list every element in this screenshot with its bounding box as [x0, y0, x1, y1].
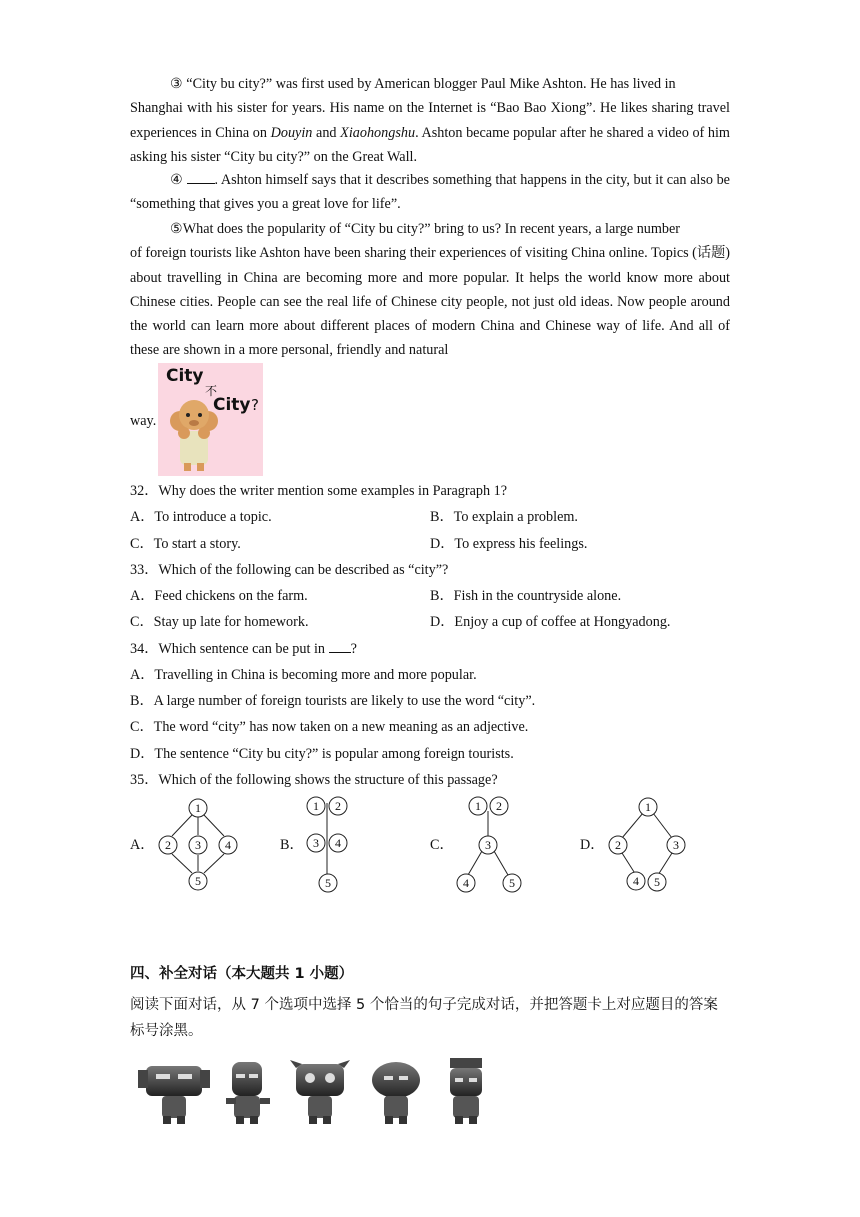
node-1: 1 [313, 799, 319, 813]
node-1: 1 [195, 801, 201, 815]
node-5: 5 [654, 875, 660, 889]
node-4: 4 [225, 838, 231, 852]
question-34-stem-text: 34．Which sentence can be put in [130, 641, 329, 657]
question-34-option-d: D．The sentence “City bu city?” is popular among foreign tourists. [130, 746, 514, 762]
node-5: 5 [195, 874, 201, 888]
answer-blank [329, 638, 351, 653]
bronze-horned-mask-icon [290, 1060, 350, 1124]
node-3: 3 [195, 838, 201, 852]
node-2: 2 [615, 838, 621, 852]
node-1: 1 [645, 800, 651, 814]
node-2: 2 [335, 799, 341, 813]
question-35-stem: 35．Which of the following shows the structure of this passage? [130, 772, 498, 788]
paragraph-3-text-a: Shanghai with his sister for years. His name on the Internet is “Bao Bao Xiong”. He likes sharing travel experiences in China on [130, 100, 730, 141]
node-5: 5 [509, 876, 515, 890]
structure-diagram-d [598, 793, 693, 893]
paragraph-3-text-b: . Ashton became popular after he shared a video of him asking his sister “City bu city?” on the Great Wall. [130, 124, 730, 165]
paragraph-4-text: . Ashton himself says that it describes something that happens in the city, but it can also be “something that gives you a great love for life”. [130, 172, 730, 213]
question-34-stem-end: ? [350, 641, 357, 657]
question-32-option-d: D．To express his feelings. [430, 536, 588, 552]
bronze-figures-image [136, 1058, 496, 1126]
node-4: 4 [633, 874, 639, 888]
paragraph-5-end: way. [130, 413, 157, 429]
image-text-top: City [166, 366, 204, 386]
image-text-mid: 不 [205, 384, 218, 398]
question-33-option-b: B．Fish in the countryside alone. [430, 588, 622, 604]
question-33-option-d: D．Enjoy a cup of coffee at Hongyadong. [430, 614, 671, 630]
paragraph-4-mark: ④ [170, 172, 187, 188]
bronze-head-icon [226, 1062, 270, 1124]
question-34-stem [130, 638, 357, 659]
node-4: 4 [463, 876, 469, 890]
xiaohongshu-term: Xiaohongshu [340, 124, 416, 141]
structure-diagram-b [300, 793, 360, 893]
question-33-stem: 33．Which of the following can be described as “city”? [130, 562, 449, 578]
question-34-option-a: A．Travelling in China is becoming more and more popular. [130, 667, 477, 683]
question-35-label-c: C． [430, 837, 454, 853]
node-2: 2 [165, 838, 171, 852]
question-32-stem: 32．Why does the writer mention some examples in Paragraph 1? [130, 483, 508, 499]
structure-diagram-c [450, 793, 530, 893]
paragraph-4 [130, 168, 730, 217]
question-33-option-c: C．Stay up late for homework. [130, 614, 309, 630]
node-2: 2 [496, 799, 502, 813]
section-4-instruction: 阅读下面对话，从 7 个选项中选择 5 个恰当的句子完成对话，并把答题卡上对应题目的答案标号涂黑。 [130, 997, 718, 1039]
node-1: 1 [475, 799, 481, 813]
city-bu-city-image [158, 363, 263, 476]
node-3: 3 [485, 838, 491, 852]
question-33-option-a: A．Feed chickens on the farm. [130, 588, 308, 604]
question-32-option-c: C．To start a story. [130, 536, 241, 552]
image-text-bottom: City [213, 395, 251, 415]
node-3: 3 [313, 836, 319, 850]
paragraph-3-first-line: ③ “City bu city?” was first used by American blogger Paul Mike Ashton. He has lived in [170, 76, 676, 92]
question-35-label-b: B． [280, 837, 304, 853]
node-3: 3 [673, 838, 679, 852]
paragraph-5 [130, 217, 730, 363]
bronze-round-head-icon [372, 1062, 420, 1124]
paragraph-5-first-line: ⑤What does the popularity of “City bu city?” bring to us? In recent years, a large number [170, 221, 681, 237]
node-5: 5 [325, 876, 331, 890]
paragraph-5-text: of foreign tourists like Ashton have been sharing their experiences of visiting China online. Topics (话题) about travelling in China are becoming more and more popular. It helps the world know more about Chinese cities. People can see the real life of Chinese city people, not just old ideas. Now people around the world can learn more about different places of modern China and Chinese way of life. And all of these are shown in a more personal, friendly and natural [130, 245, 731, 359]
section-4-title: 四、补全对话（本大题共 1 小题） [130, 966, 354, 982]
paragraph-3-and: and [312, 124, 341, 141]
question-34-option-c: C．The word “city” has now taken on a new meaning as an adjective. [130, 719, 529, 735]
question-34-option-b: B．A large number of foreign tourists are likely to use the word “city”. [130, 693, 536, 709]
structure-diagram-a [150, 793, 245, 893]
question-32-option-b: B．To explain a problem. [430, 509, 578, 525]
question-32-option-a: A．To introduce a topic. [130, 509, 272, 525]
douyin-term: Douyin [270, 124, 313, 141]
question-35-label-d: D． [580, 837, 605, 853]
bronze-mask-icon [138, 1066, 210, 1124]
question-35-label-a: A． [130, 837, 155, 853]
paragraph-3 [130, 72, 730, 169]
answer-blank [187, 169, 215, 184]
node-4: 4 [335, 836, 341, 850]
image-text-question: ? [251, 396, 259, 414]
bronze-crowned-head-icon [450, 1058, 482, 1124]
